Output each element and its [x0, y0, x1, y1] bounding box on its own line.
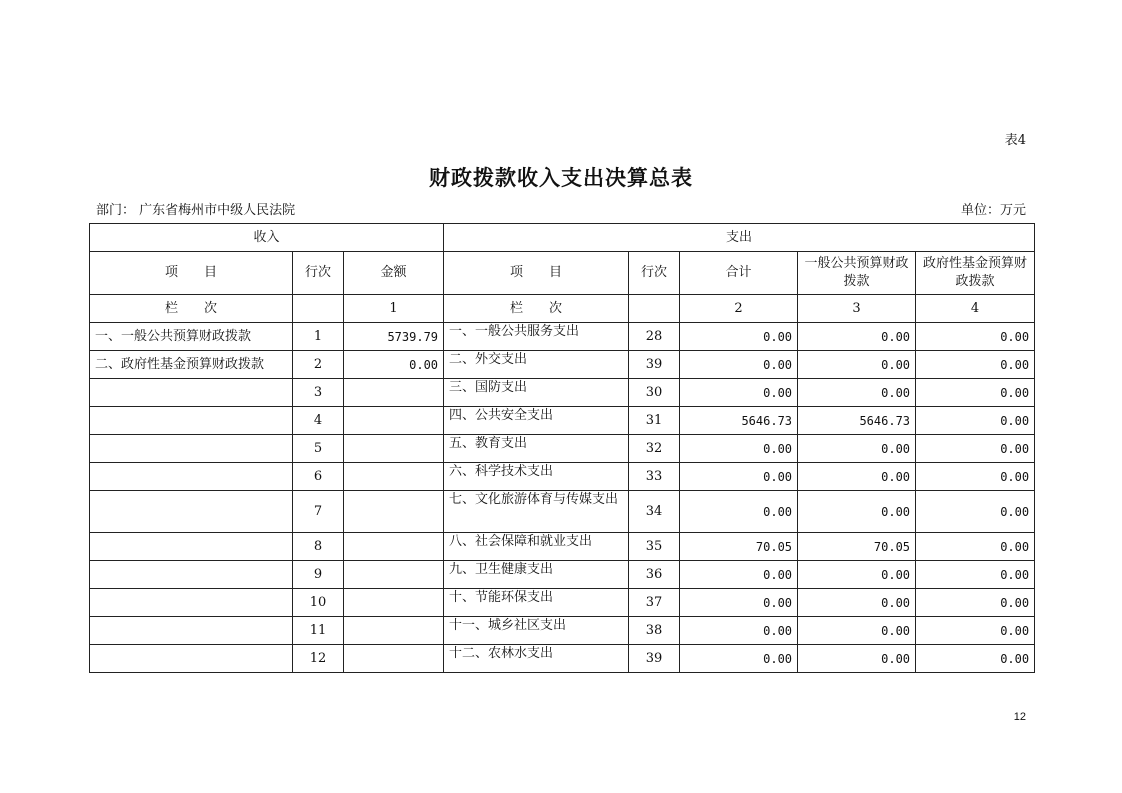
expense-item-cell: 一、一般公共服务支出	[444, 323, 629, 351]
income-line-cell: 8	[293, 533, 344, 561]
page-title: 财政拨款收入支出决算总表	[429, 165, 693, 190]
expense-line-cell: 30	[629, 379, 680, 407]
income-line-cell: 9	[293, 561, 344, 589]
income-amount-header: 金额	[344, 252, 444, 295]
income-item-cell	[90, 561, 293, 589]
income-amount-cell	[344, 561, 444, 589]
income-amount-cell	[344, 617, 444, 645]
general-budget-cell: 0.00	[798, 617, 916, 645]
general-budget-cell: 0.00	[798, 379, 916, 407]
unit-label: 单位：万元	[960, 203, 1026, 218]
total-cell: 0.00	[680, 617, 798, 645]
income-item-cell	[90, 379, 293, 407]
income-amount-cell	[344, 407, 444, 435]
fund-budget-cell: 0.00	[916, 645, 1035, 673]
total-cell: 0.00	[680, 561, 798, 589]
income-item-cell	[90, 533, 293, 561]
income-item-cell	[90, 617, 293, 645]
general-budget-cell: 0.00	[798, 351, 916, 379]
income-amount-cell	[344, 435, 444, 463]
table-row	[90, 645, 1035, 673]
fund-budget-header: 政府性基金预算财政拨款	[916, 252, 1035, 295]
fund-budget-cell: 0.00	[916, 323, 1035, 351]
expense-item-cell: 九、卫生健康支出	[444, 561, 629, 589]
income-amount-cell: 0.00	[344, 351, 444, 379]
expense-line-cell: 39	[629, 351, 680, 379]
income-line-cell: 12	[293, 645, 344, 673]
total-cell: 0.00	[680, 435, 798, 463]
expense-item-cell: 十二、农林水支出	[444, 645, 629, 673]
total-cell: 70.05	[680, 533, 798, 561]
general-budget-header: 一般公共预算财政拨款	[798, 252, 916, 295]
expense-item-cell: 七、文化旅游体育与传媒支出	[444, 491, 629, 533]
expense-item-cell: 八、社会保障和就业支出	[444, 533, 629, 561]
expense-item-cell: 十、节能环保支出	[444, 589, 629, 617]
fund-budget-cell: 0.00	[916, 463, 1035, 491]
total-cell: 0.00	[680, 589, 798, 617]
income-amount-cell	[344, 379, 444, 407]
income-item-cell	[90, 407, 293, 435]
income-amount-cell	[344, 491, 444, 533]
expense-item-cell: 五、教育支出	[444, 435, 629, 463]
table-row	[90, 379, 1035, 407]
income-line-cell: 4	[293, 407, 344, 435]
fund-budget-cell: 0.00	[916, 561, 1035, 589]
income-item-cell	[90, 589, 293, 617]
table-number: 表4	[1004, 133, 1026, 148]
expense-item-cell: 六、科学技术支出	[444, 463, 629, 491]
income-line-header: 行次	[293, 252, 344, 295]
fund-budget-cell: 0.00	[916, 435, 1035, 463]
total-cell: 0.00	[680, 323, 798, 351]
total-cell: 0.00	[680, 463, 798, 491]
total-cell: 0.00	[680, 379, 798, 407]
total-cell: 0.00	[680, 491, 798, 533]
income-amount-cell	[344, 533, 444, 561]
expense-line-cell: 32	[629, 435, 680, 463]
fund-budget-cell: 0.00	[916, 533, 1035, 561]
header-row-columns	[90, 252, 1035, 295]
general-budget-cell: 0.00	[798, 323, 916, 351]
expense-line-cell: 33	[629, 463, 680, 491]
income-amount-cell	[344, 645, 444, 673]
income-amount-cell	[344, 463, 444, 491]
general-budget-cell: 0.00	[798, 463, 916, 491]
total-column-number: 2	[680, 295, 798, 323]
table-row	[90, 617, 1035, 645]
table-row	[90, 463, 1035, 491]
expense-item-header: 项 目	[444, 252, 629, 295]
income-line-cell: 10	[293, 589, 344, 617]
general-budget-cell: 0.00	[798, 491, 916, 533]
page-number: 12	[1013, 711, 1026, 723]
income-line-cell: 6	[293, 463, 344, 491]
income-item-cell	[90, 435, 293, 463]
fund-budget-cell: 0.00	[916, 589, 1035, 617]
table-row	[90, 491, 1035, 533]
expense-line-header: 行次	[629, 252, 680, 295]
fund-budget-cell: 0.00	[916, 351, 1035, 379]
income-line-cell: 7	[293, 491, 344, 533]
total-cell: 0.00	[680, 645, 798, 673]
table-row	[90, 407, 1035, 435]
header-row-column-numbers	[90, 295, 1035, 323]
fund-column-number: 4	[916, 295, 1035, 323]
table-row	[90, 351, 1035, 379]
expense-line-cell: 34	[629, 491, 680, 533]
table-row	[90, 435, 1035, 463]
expense-column-label: 栏 次	[444, 295, 629, 323]
income-item-cell	[90, 645, 293, 673]
income-item-cell: 一、一般公共预算财政拨款	[90, 323, 293, 351]
table-row	[90, 323, 1035, 351]
income-line-cell: 2	[293, 351, 344, 379]
expense-header: 支出	[444, 224, 1035, 252]
header-row-sections	[90, 224, 1035, 252]
expense-line-blank	[629, 295, 680, 323]
income-item-cell	[90, 491, 293, 533]
amount-column-number: 1	[344, 295, 444, 323]
general-budget-cell: 0.00	[798, 645, 916, 673]
general-budget-cell: 5646.73	[798, 407, 916, 435]
expense-item-cell: 三、国防支出	[444, 379, 629, 407]
income-line-blank	[293, 295, 344, 323]
expense-item-cell: 四、公共安全支出	[444, 407, 629, 435]
income-item-cell	[90, 463, 293, 491]
fund-budget-cell: 0.00	[916, 617, 1035, 645]
expense-line-cell: 35	[629, 533, 680, 561]
fund-budget-cell: 0.00	[916, 491, 1035, 533]
expense-line-cell: 38	[629, 617, 680, 645]
income-header: 收入	[90, 224, 444, 252]
total-header: 合计	[680, 252, 798, 295]
expense-line-cell: 28	[629, 323, 680, 351]
table-row	[90, 533, 1035, 561]
total-cell: 5646.73	[680, 407, 798, 435]
expense-item-cell: 二、外交支出	[444, 351, 629, 379]
general-column-number: 3	[798, 295, 916, 323]
general-budget-cell: 0.00	[798, 435, 916, 463]
income-amount-cell: 5739.79	[344, 323, 444, 351]
general-budget-cell: 0.00	[798, 589, 916, 617]
income-line-cell: 11	[293, 617, 344, 645]
income-line-cell: 3	[293, 379, 344, 407]
expense-line-cell: 37	[629, 589, 680, 617]
table-row	[90, 561, 1035, 589]
general-budget-cell: 0.00	[798, 561, 916, 589]
total-cell: 0.00	[680, 351, 798, 379]
income-line-cell: 1	[293, 323, 344, 351]
expense-line-cell: 36	[629, 561, 680, 589]
fund-budget-cell: 0.00	[916, 379, 1035, 407]
expense-line-cell: 31	[629, 407, 680, 435]
income-column-label: 栏 次	[90, 295, 293, 323]
income-amount-cell	[344, 589, 444, 617]
table-row	[90, 589, 1035, 617]
general-budget-cell: 70.05	[798, 533, 916, 561]
income-line-cell: 5	[293, 435, 344, 463]
income-item-cell: 二、政府性基金预算财政拨款	[90, 351, 293, 379]
fund-budget-cell: 0.00	[916, 407, 1035, 435]
income-item-header: 项 目	[90, 252, 293, 295]
expense-item-cell: 十一、城乡社区支出	[444, 617, 629, 645]
expense-line-cell: 39	[629, 645, 680, 673]
department-label: 部门： 广东省梅州市中级人民法院	[96, 203, 296, 218]
budget-table	[89, 223, 1035, 673]
